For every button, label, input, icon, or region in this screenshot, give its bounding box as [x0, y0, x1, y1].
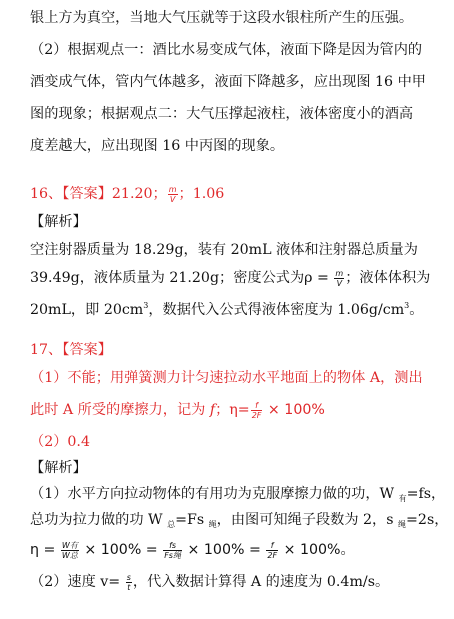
text-line	[30, 432, 440, 452]
text: × 100% =	[182, 542, 266, 558]
text: η =	[30, 542, 60, 558]
fraction-numerator: m	[335, 268, 344, 278]
q16-heading: 16、【答案】21.20；	[30, 186, 167, 202]
text: 此时 A 所受的摩擦力，记为	[30, 402, 210, 418]
text: =2s，	[406, 512, 449, 528]
text-line	[30, 296, 440, 320]
q16-answer-heading	[30, 184, 440, 204]
q16-answer-tail: ；1.06	[178, 186, 225, 202]
text-line	[30, 484, 446, 509]
q17-heading: 17、【答案】	[30, 342, 112, 358]
text: 39.49g，液体质量为 21.20g；密度公式为ρ =	[30, 270, 334, 286]
text: =Fs	[175, 512, 209, 528]
fraction-numerator: fs	[169, 540, 177, 550]
text: 总功为拉力做的功 W	[30, 512, 168, 528]
fraction	[168, 185, 178, 204]
fraction-numerator: m	[168, 184, 177, 194]
superscript: 3	[404, 301, 410, 310]
subscript: 总	[167, 520, 176, 529]
text: × 100%。	[279, 542, 355, 558]
text-line	[30, 540, 440, 560]
fraction-numerator: s	[126, 572, 131, 582]
fraction	[266, 541, 278, 560]
text-line	[30, 136, 440, 156]
text-line	[30, 268, 440, 288]
text: 度差越大，应出现图 16 中丙图的现象。	[30, 138, 285, 154]
text: 20mL，即 20cm	[30, 302, 144, 318]
text-line	[30, 40, 440, 60]
text-line	[30, 510, 449, 535]
text-line	[30, 104, 440, 124]
superscript: 3	[143, 301, 149, 310]
text: （1）不能；用弹簧测力计匀速拉动水平地面上的物体 A，测出	[30, 370, 423, 386]
italic-var: f	[209, 402, 216, 418]
text-line	[30, 368, 440, 388]
text: 空注射器质量为 18.29g，装有 20mL 液体和注射器总质量为	[30, 242, 418, 258]
fraction-numerator: f	[270, 540, 274, 550]
fraction-denominator: V	[169, 194, 176, 204]
fraction	[251, 401, 263, 420]
subscript: 绳	[208, 520, 217, 529]
text-line	[30, 572, 440, 592]
fraction-denominator: Fs绳	[164, 550, 181, 560]
text: ，代入数据计算得 A 的速度为 0.4m/s。	[132, 574, 390, 590]
fraction-numerator: W有	[61, 540, 78, 550]
text: ；液体体积为	[345, 270, 431, 286]
text: 银上方为真空，当地大气压就等于这段水银柱所产生的压强。	[30, 10, 414, 26]
text: ；η=	[215, 402, 250, 418]
text: 酒变成气体，管内气体越多，液面下降越多，应出现图 16 中甲	[30, 74, 426, 90]
fraction	[163, 541, 182, 560]
q16-jiexi-label	[30, 212, 440, 232]
text: 【解析】	[30, 214, 87, 230]
fraction-numerator: f	[255, 400, 258, 410]
fraction	[334, 269, 344, 288]
text-line	[30, 240, 440, 260]
q17-jiexi-label	[30, 458, 440, 478]
text: （2）根据观点一：酒比水易变成气体，液面下降是因为管内的	[30, 42, 423, 58]
text-line	[30, 8, 440, 28]
text: × 100%	[263, 402, 325, 418]
q17-answer-heading	[30, 340, 440, 360]
fraction-denominator: W总	[61, 550, 78, 560]
text-line	[30, 72, 440, 92]
fraction-denominator: 2F	[251, 410, 262, 420]
fraction	[126, 573, 132, 592]
fraction-denominator: V	[336, 278, 343, 288]
text: （2）0.4	[30, 434, 90, 450]
text: （1）水平方向拉动物体的有用功为克服摩擦力做的功，W	[30, 486, 399, 502]
text: =fs，	[406, 486, 446, 502]
text: ，数据代入公式得液体密度为 1.06g/cm	[148, 302, 405, 318]
fraction-denominator: t	[127, 582, 131, 592]
text: （2）速度 v=	[30, 574, 125, 590]
text: 图的现象；根据观点二：大气压撑起液柱，液体密度小的酒高	[30, 106, 414, 122]
text-line	[30, 400, 440, 420]
subscript: 绳	[398, 520, 407, 529]
fraction	[61, 541, 79, 560]
text: 【解析】	[30, 460, 87, 476]
fraction-denominator: 2F	[267, 550, 278, 560]
text: 。	[409, 302, 424, 318]
text: ，由图可知绳子段数为 2，s	[216, 512, 399, 528]
subscript: 有	[398, 494, 407, 503]
text: × 100% =	[79, 542, 163, 558]
